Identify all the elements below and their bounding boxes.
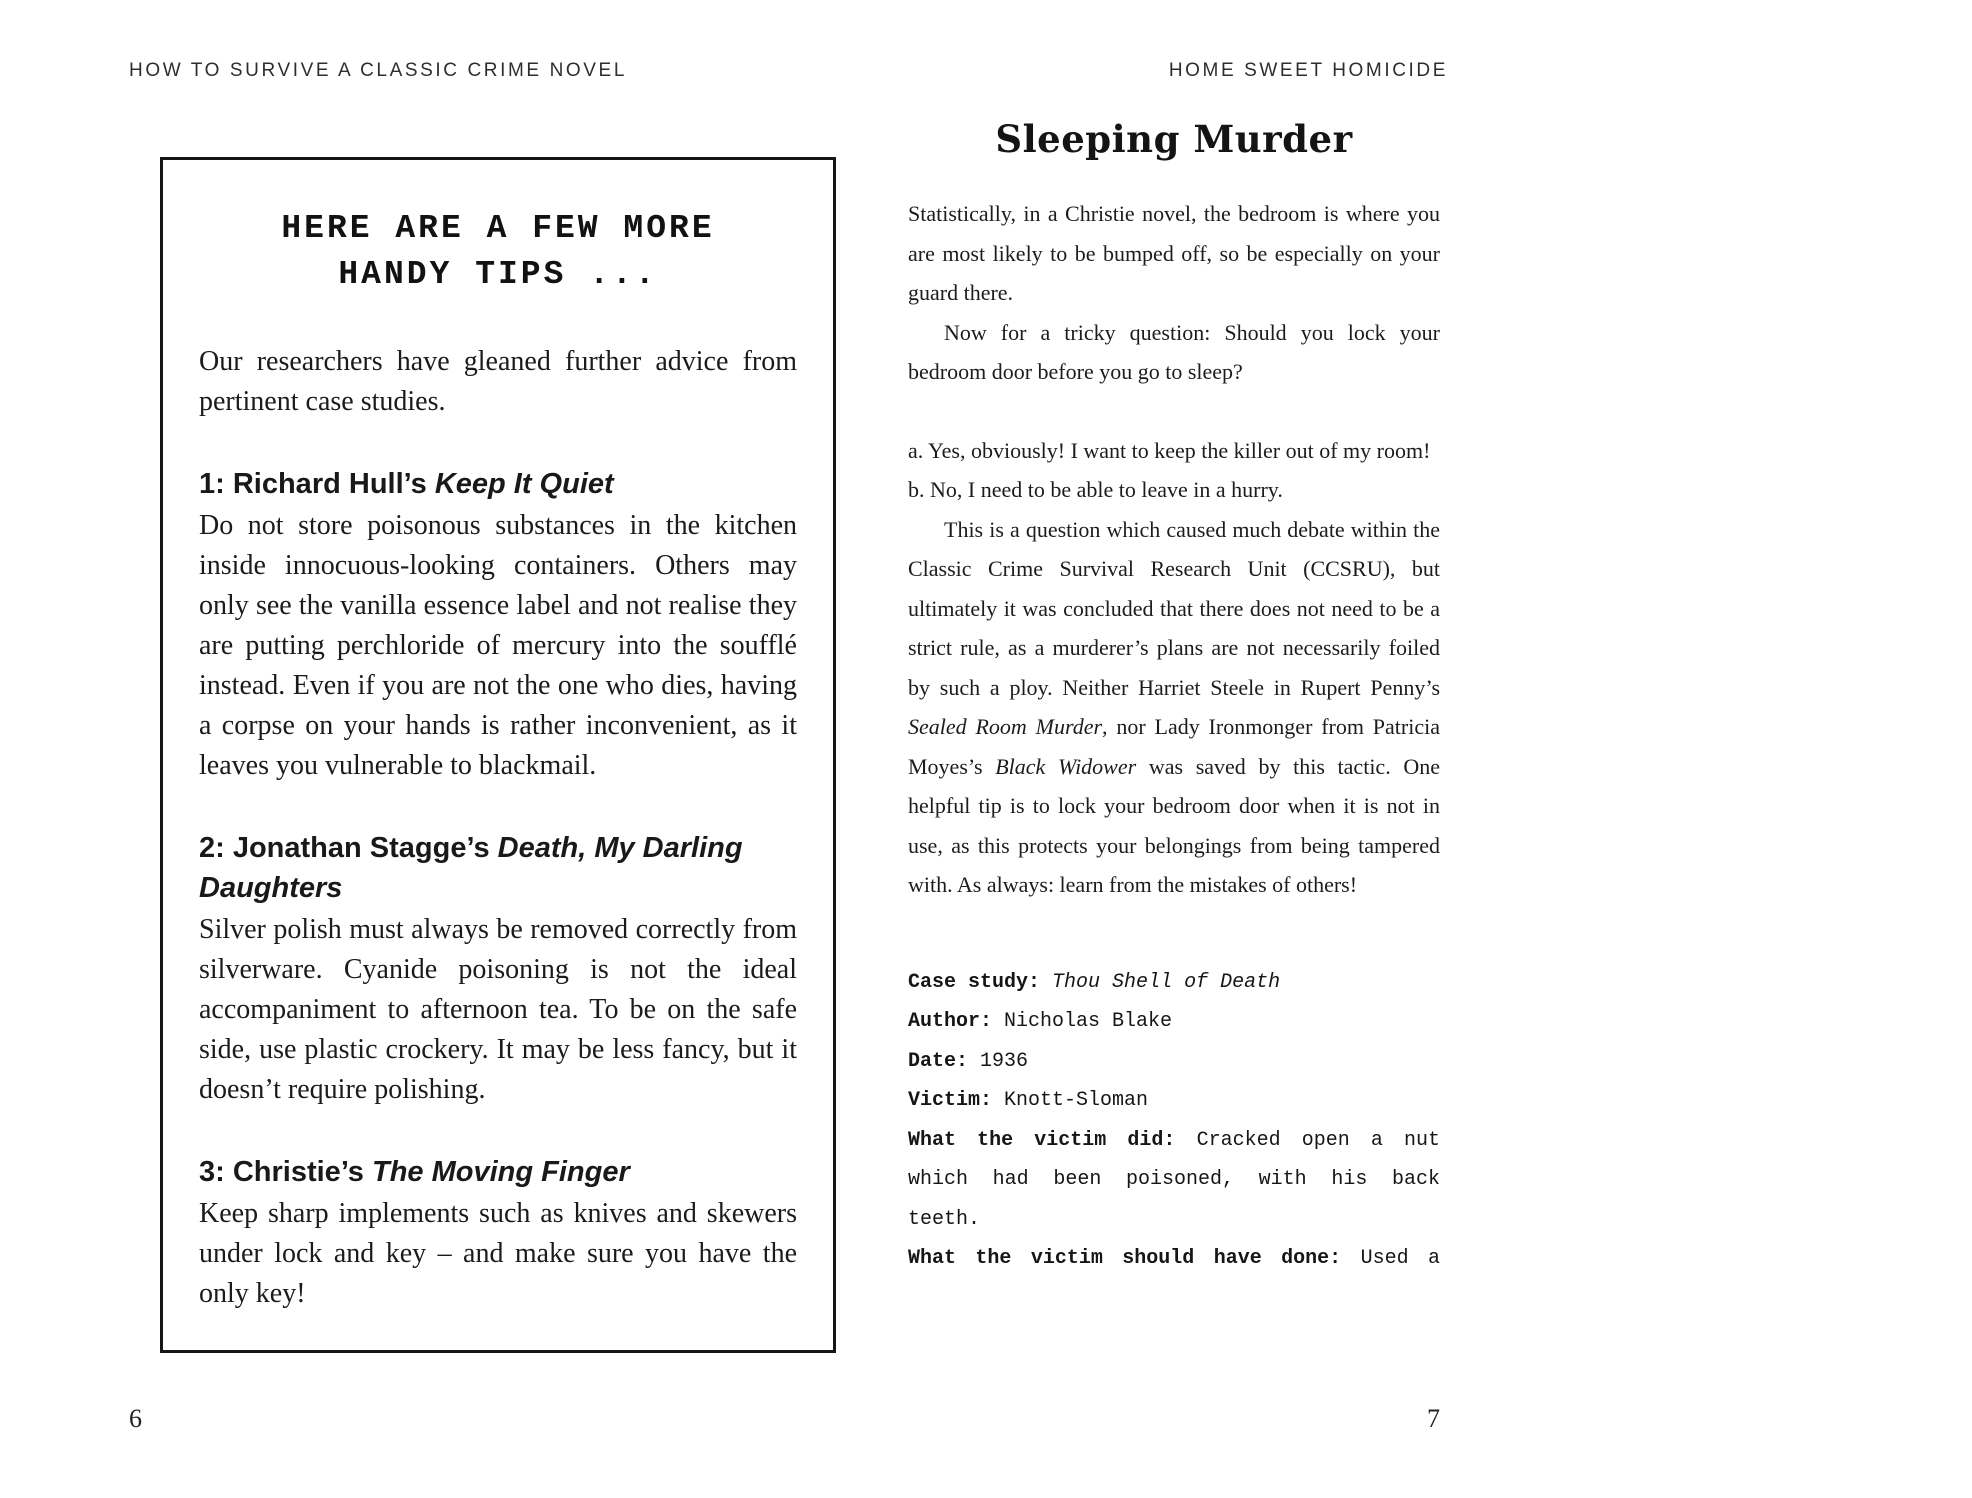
- case-study-row-what-victim-did: [908, 1121, 1440, 1240]
- tip-2-heading-prefix: 2: Jonathan Stagge’s: [199, 832, 498, 864]
- tip-1-heading-prefix: 1: Richard Hull’s: [199, 468, 435, 500]
- case-study-label: Author:: [908, 1010, 993, 1033]
- case-study-value: Used a: [1360, 1247, 1440, 1270]
- tips-box-heading-line-2: HANDY TIPS ...: [338, 256, 658, 293]
- quiz-options: [908, 431, 1440, 510]
- paragraph-statistically: Statistically, in a Christie novel, the bedroom is where you are most likely to be bumped off, so be especially on your guard there.: [908, 201, 1440, 305]
- case-study-label: What the victim did:: [908, 1128, 1176, 1152]
- case-study-row-victim: [908, 1081, 1440, 1121]
- quiz-option-a: a. Yes, obviously! I want to keep the killer out of my room!: [908, 437, 1431, 463]
- case-study-row-date: [908, 1042, 1440, 1082]
- case-study-value: Cracked open a nut which had been poisoned, with his back teeth.: [908, 1128, 1440, 1231]
- case-study-value: Thou Shell of Death: [1052, 970, 1281, 994]
- right-page-column: [908, 118, 1440, 1279]
- tip-3-book-title: The Moving Finger: [371, 1156, 630, 1188]
- right-page-number: 7: [1427, 1404, 1440, 1433]
- quiz-option-b: b. No, I need to be able to leave in a hurry.: [908, 477, 1283, 502]
- case-study-value: 1936: [980, 1049, 1029, 1073]
- tip-1-body: Do not store poisonous substances in the kitchen inside innocuous-looking containers. Others may only see the vanilla essence label and not realise they are putting perchloride of mercury into the soufflé instead. Even if you are not the one who dies, having a corpse on your hands is rather inconvenient, as it leaves you vulnerable to blackmail.: [199, 510, 797, 781]
- chapter-title: Sleeping Murder: [995, 117, 1353, 161]
- left-page-running-header: HOW TO SURVIVE A CLASSIC CRIME NOVEL: [129, 60, 627, 81]
- case-study-label: Case study:: [908, 970, 1041, 994]
- discussion-paragraph: This is a question which caused much debate within the Classic Crime Survival Research Unit (CCSRU), but ultimately it was concluded that there does not need to be a strict rule, as a murderer’s plans are not necessarily foiled by such a ploy. Neither Harriet Steele in Rupert Penny’s Sealed Room Murder, nor Lady Ironmonger from Patricia Moyes’s Black Widower was saved by this tactic. One helpful tip is to lock your bedroom door when it is not in use, as this protects your belongings from being tampered with. As always: learn from the mistakes of others!: [908, 516, 1441, 897]
- left-page-number: 6: [129, 1404, 142, 1433]
- tip-1-book-title: Keep It Quiet: [434, 468, 614, 500]
- tips-box-heading: [199, 206, 797, 298]
- tip-3-heading: [199, 1152, 797, 1192]
- case-study-value: Nicholas Blake: [1004, 1010, 1173, 1033]
- tip-2-book-title: Death, My Darling Daughters: [199, 832, 743, 904]
- case-study-row-should-have-done: [908, 1239, 1440, 1279]
- case-study-block: [908, 963, 1440, 1279]
- right-page-running-header: HOME SWEET HOMICIDE: [1168, 60, 1448, 81]
- paragraph-tricky-question: Now for a tricky question: Should you lock your bedroom door before you go to sleep?: [908, 319, 1440, 384]
- case-study-row-author: [908, 1002, 1440, 1042]
- case-study-label: What the victim should have done:: [908, 1247, 1342, 1270]
- tip-2-heading: [199, 828, 797, 908]
- tip-2-body: Silver polish must always be removed correctly from silverware. Cyanide poisoning is not the ideal accompaniment to afternoon tea. To be on the safe side, use plastic crockery. It may be less fancy, but it doesn’t require polishing.: [199, 914, 797, 1105]
- case-study-label: Date:: [908, 1049, 969, 1073]
- case-study-value: Knott-Sloman: [1004, 1089, 1149, 1112]
- tips-box-heading-line-1: HERE ARE A FEW MORE: [281, 210, 715, 247]
- tips-intro-paragraph: Our researchers have gleaned further advice from pertinent case studies.: [199, 346, 797, 417]
- tip-3-body: Keep sharp implements such as knives and skewers under lock and key – and make sure you have the only key!: [199, 1198, 797, 1309]
- case-study-row-title: [908, 963, 1440, 1003]
- tips-box: [160, 157, 836, 1353]
- case-study-label: Victim:: [908, 1089, 993, 1112]
- tip-1-heading: [199, 464, 797, 504]
- tip-3-heading-prefix: 3: Christie’s: [199, 1156, 372, 1188]
